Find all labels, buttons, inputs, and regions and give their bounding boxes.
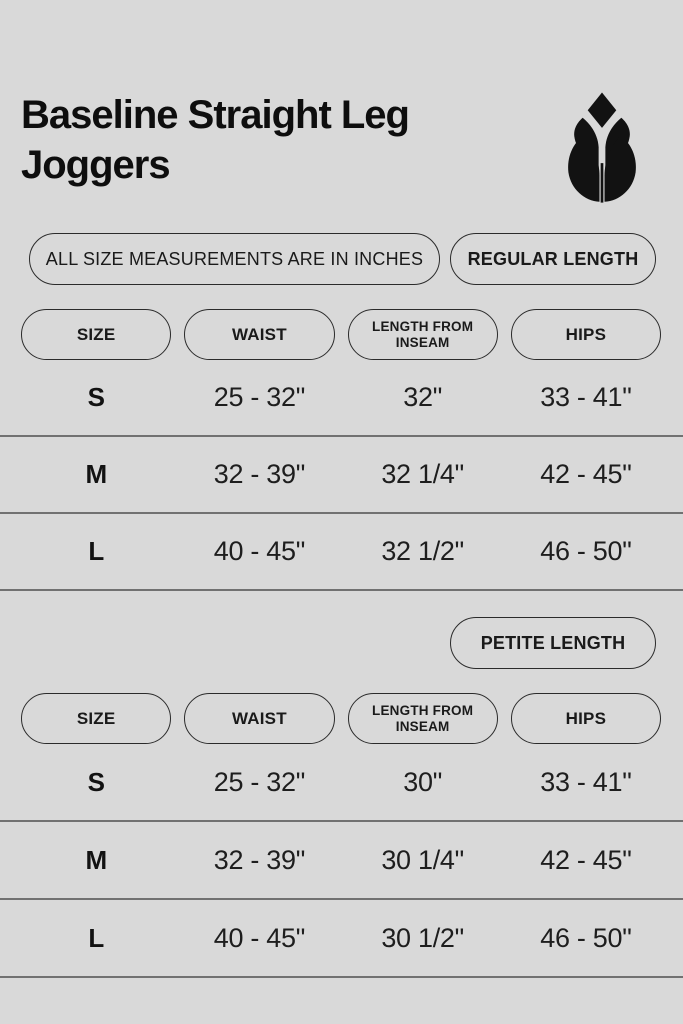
header [0, 0, 683, 204]
petite-length-badge [450, 617, 656, 669]
table-row [0, 900, 683, 978]
hips-cell: 46 - 50" [540, 536, 632, 566]
size-cell: S [87, 766, 105, 797]
table-row [0, 360, 683, 437]
waist-cell: 40 - 45" [213, 536, 305, 566]
waist-cell: 25 - 32" [213, 766, 305, 797]
regular-length-table [0, 360, 683, 591]
regular-length-badge [450, 233, 656, 285]
size-cell: S [87, 382, 105, 412]
hips-cell: 42 - 45" [540, 844, 632, 875]
inseam-cell: 32 1/4" [381, 459, 464, 489]
table-row [0, 437, 683, 514]
waist-cell: 40 - 45" [213, 922, 305, 953]
inseam-cell: 32 1/2" [381, 536, 464, 566]
size-cell: L [88, 536, 104, 566]
table-row [0, 822, 683, 900]
column-header-waist-label: WAIST [231, 324, 287, 344]
column-header-inseam [348, 309, 498, 360]
table-row [0, 514, 683, 591]
inseam-cell: 30 1/2" [381, 922, 464, 953]
table-row [0, 744, 683, 822]
petite-badge-row [0, 617, 656, 669]
hips-cell: 33 - 41" [540, 766, 632, 797]
column-header-hips [511, 309, 661, 360]
waist-cell: 32 - 39" [213, 844, 305, 875]
column-header-size-label: SIZE [76, 708, 116, 728]
column-header-waist [184, 693, 334, 744]
petite-length-label: PETITE LENGTH [480, 632, 626, 653]
size-cell: L [88, 922, 104, 953]
size-cell: M [85, 844, 107, 875]
inseam-cell: 32" [403, 382, 442, 412]
waist-cell: 32 - 39" [213, 459, 305, 489]
column-header-row [21, 693, 661, 744]
page-title-line-1: Baseline Straight Leg [21, 93, 409, 137]
petite-length-table [0, 744, 683, 978]
brand-logo [560, 92, 644, 204]
page-title-line-2: Joggers [21, 143, 170, 188]
column-header-waist-label: WAIST [231, 708, 287, 728]
column-header-waist [184, 309, 334, 360]
badge-row [29, 233, 656, 285]
units-note-badge [29, 233, 440, 285]
column-header-hips-label: HIPS [565, 324, 607, 344]
hips-cell: 46 - 50" [540, 922, 632, 953]
size-cell: M [85, 459, 107, 489]
column-header-inseam-label: LENGTH FROM INSEAM [372, 318, 474, 350]
page-title [21, 90, 409, 191]
hips-cell: 42 - 45" [540, 459, 632, 489]
units-note-label: ALL SIZE MEASUREMENTS ARE IN INCHES [45, 248, 424, 269]
column-header-hips [511, 693, 661, 744]
column-header-size [21, 309, 171, 360]
column-header-row [21, 309, 661, 360]
inseam-cell: 30" [403, 766, 442, 797]
column-header-inseam [348, 693, 498, 744]
column-header-hips-label: HIPS [565, 708, 607, 728]
hips-cell: 33 - 41" [540, 382, 632, 412]
inseam-cell: 30 1/4" [381, 844, 464, 875]
column-header-size-label: SIZE [76, 324, 116, 344]
regular-length-label: REGULAR LENGTH [467, 248, 639, 269]
column-header-size [21, 693, 171, 744]
waist-cell: 25 - 32" [213, 382, 305, 412]
column-header-inseam-label: LENGTH FROM INSEAM [372, 702, 474, 734]
lotus-leaf-icon [560, 92, 644, 204]
